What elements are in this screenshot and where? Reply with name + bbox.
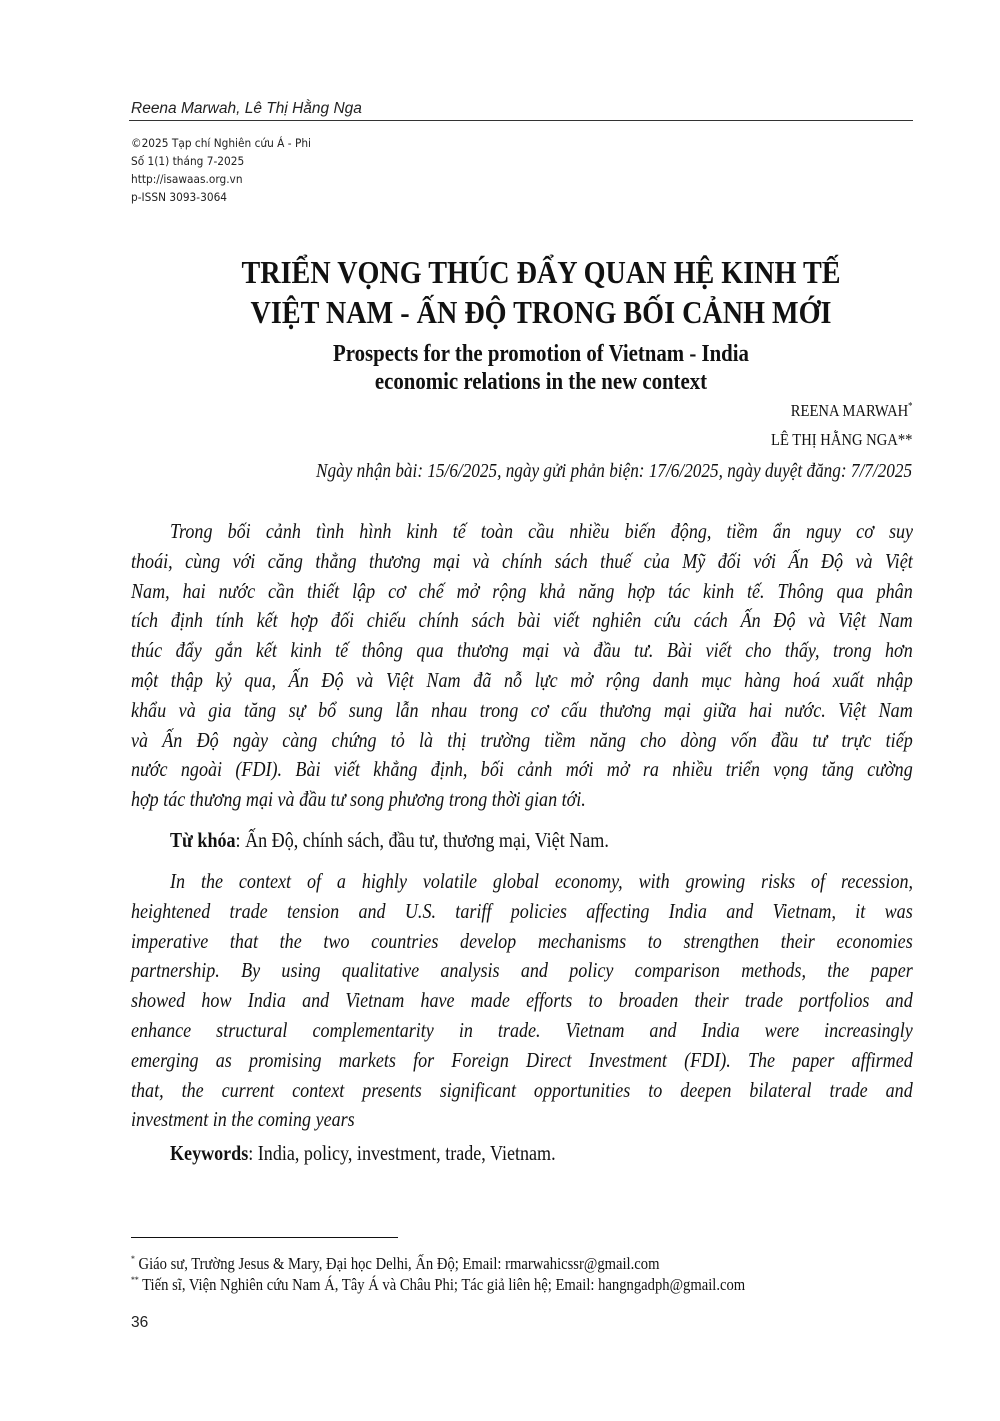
author-1 xyxy=(790,401,912,421)
abstract-en-line: imperative that the two countries develop mechanisms to strengthen their economies xyxy=(131,928,913,953)
keywords-en-label: Keywords xyxy=(170,1141,249,1165)
abstract-vi-line: thoái, cùng với căng thẳng thương mại và chính sách thuế của Mỹ đối với Ấn Độ và Việt xyxy=(131,548,913,573)
footnote-2-mark: ** xyxy=(131,1275,139,1285)
copyright-line: ©2025 Tạp chí Nghiên cứu Á - Phi xyxy=(131,136,311,150)
abstract-vi-line: và Ấn Độ ngày càng chứng tỏ là thị trường tiềm năng cho dòng vốn đầu tư trực tiếp xyxy=(131,727,913,752)
author-1-name: REENA MARWAH xyxy=(790,401,908,420)
abstract-en-line: investment in the coming years xyxy=(131,1107,355,1132)
author-2-name: LÊ THỊ HẰNG NGA xyxy=(770,430,898,449)
abstract-en-line: enhance structural complementarity in trade. Vietnam and India were increasingly xyxy=(131,1018,913,1042)
journal-meta xyxy=(131,134,327,206)
footnote-2-text: Tiến sĩ, Viện Nghiên cứu Nam Á, Tây Á và Châu Phi; Tác giả liên hệ; Email: hangngadph@gmail.com xyxy=(138,1275,746,1294)
footnote-1-mark: * xyxy=(131,1254,135,1264)
keywords-en xyxy=(170,1138,556,1168)
abstract-vi-line: Trong bối cảnh tình hình kinh tế toàn cầu nhiều biến động, tiềm ẩn nguy cơ suy xyxy=(170,519,914,543)
author-2-mark: ** xyxy=(897,430,912,449)
issn-line: p-ISSN 3093-3064 xyxy=(131,190,228,204)
title-vi-line-1: TRIỂN VỌNG THÚC ĐẨY QUAN HỆ KINH TẾ xyxy=(241,254,841,290)
footnote-2 xyxy=(131,1270,745,1295)
abstract-en-line: partnership. By using qualitative analysis and policy comparison methods, the paper xyxy=(131,958,913,983)
abstract-en-line: emerging as promising markets for Foreign Direct Investment (FDI). The paper affirmed xyxy=(131,1047,913,1072)
keywords-vi-label: Từ khóa xyxy=(170,828,236,852)
abstract-en-line: that, the current context presents significant opportunities to deepen bilateral trade and xyxy=(131,1077,913,1102)
author-1-mark: * xyxy=(907,401,912,412)
abstract-vi-line: một thập kỷ qua, Ấn Độ và Việt Nam đã nỗ lực mở rộng danh mục hàng hoá xuất nhập xyxy=(131,668,913,692)
keywords-vi xyxy=(170,825,609,855)
submission-dates: Ngày nhận bài: 15/6/2025, ngày gửi phản biện: 17/6/2025, ngày duyệt đăng: 7/7/2025 xyxy=(315,460,912,482)
journal-url[interactable]: http://isawaas.org.vn xyxy=(131,172,243,186)
abstract-vi-line: khẩu và gia tăng sự bổ sung lẫn nhau trong cơ cấu thương mại giữa hai nước. Việt Nam xyxy=(131,697,913,722)
running-head: Reena Marwah, Lê Thị Hằng Nga xyxy=(131,100,362,117)
abstract-vi-line: nước ngoài (FDI). Bài viết khẳng định, bối cảnh mới mở ra nhiều triển vọng tăng cường xyxy=(131,757,913,782)
abstract-en-line: heightened trade tension and U.S. tariff policies affecting India and Vietnam, it was xyxy=(131,898,913,923)
abstract-vi-line: Nam, hai nước cần thiết lập cơ chế mở rộng khả năng hợp tác kinh tế. Thông qua phân xyxy=(131,578,913,603)
abstract-en-line: In the context of a highly volatile global economy, with growing risks of recession, xyxy=(170,869,914,893)
issue-line: Số 1(1) tháng 7-2025 xyxy=(131,154,245,168)
keywords-vi-text: : Ấn Độ, chính sách, đầu tư, thương mại, Việt Nam. xyxy=(235,828,609,852)
author-2 xyxy=(771,430,912,450)
abstract-vi-line: hợp tác thương mại và đầu tư song phương trong thời gian tới. xyxy=(131,787,586,812)
title-en-line-1: Prospects for the promotion of Vietnam - India xyxy=(333,340,749,367)
abstract-en-line: showed how India and Vietnam have made efforts to broaden their trade portfolios and xyxy=(131,988,913,1013)
abstract-vi-line: thúc đẩy gắn kết kinh tế thông qua thương mại và đầu tư. Bài viết cho thấy, trong hơn xyxy=(131,638,913,663)
title-en-line-2: economic relations in the new context xyxy=(374,368,708,395)
keywords-en-text: : India, policy, investment, trade, Vietnam. xyxy=(248,1141,556,1165)
footnote-1-text: Giáo sư, Trường Jesus & Mary, Đại học Delhi, Ấn Độ; Email: rmarwahicssr@gmail.com xyxy=(134,1254,660,1273)
footnote-rule xyxy=(131,1237,398,1238)
page-number: 36 xyxy=(131,1314,149,1331)
header-rule xyxy=(129,120,913,121)
title-vi-line-2: VIỆT NAM - ẤN ĐỘ TRONG BỐI CẢNH MỚI xyxy=(250,294,832,330)
abstract-vi-line: tích định tính kết hợp đối chiếu chính sách bài viết nghiên cứu cách Ấn Độ và Việt Nam xyxy=(131,608,913,633)
